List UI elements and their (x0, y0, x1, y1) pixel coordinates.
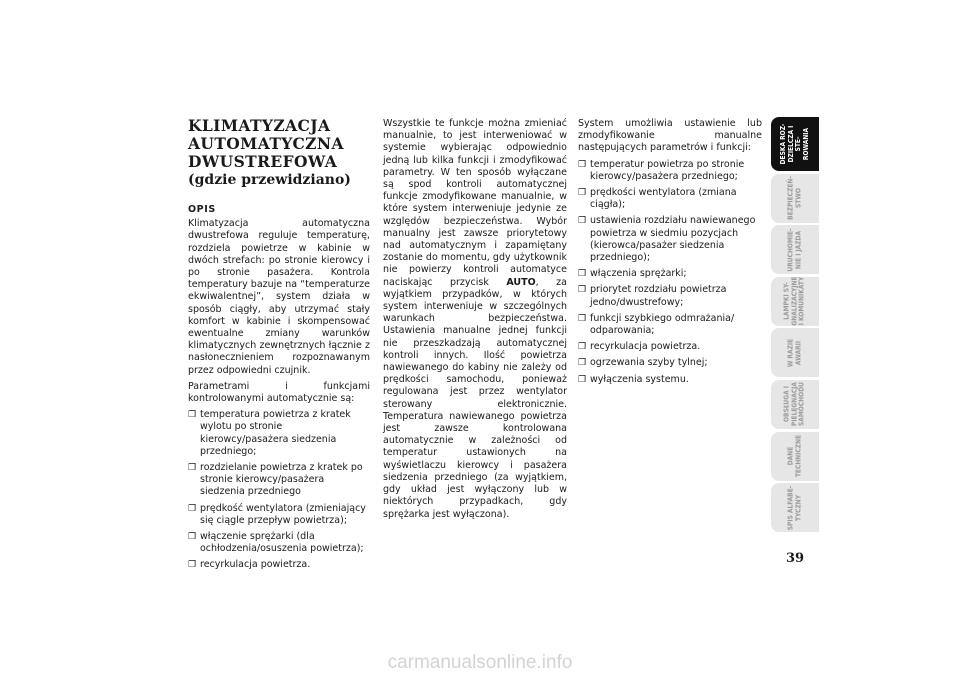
list-item-text: ogrzewania szyby tylnej; (590, 357, 708, 369)
chapter-tabs (771, 117, 819, 535)
column-middle (383, 118, 567, 525)
tab-label: LAMPKI SY- GNALIZACYJNE I KOMUNIKATY (782, 276, 806, 326)
checkbox-bullet-icon: ❒ (578, 269, 587, 280)
list-item-text: ustawienia rozdziału nawiewanego powietrza w siedmiu pozycjach (kierowca/pasażer siedzenia przedniego); (590, 215, 756, 264)
section-title-line: AUTOMATYCZNA (188, 134, 344, 153)
watermark: carmanualsonline.info (387, 652, 573, 673)
list-item (578, 374, 762, 386)
list-item-text: wyłączenia systemu. (590, 373, 689, 385)
tab-label: DANE TECHNICZNE (786, 434, 802, 478)
section-title-line: DWUSTREFOWA (188, 152, 338, 171)
list-item-text: recyrkulacja powietrza. (590, 341, 701, 353)
list-item (578, 268, 762, 280)
checkbox-bullet-icon: ❒ (188, 463, 197, 474)
paragraph-manual-intro: System umożliwia ustawienie lub zmodyfikowanie manualne następujących parametrów i funkcji: (578, 118, 762, 154)
checkbox-bullet-icon: ❒ (578, 374, 587, 385)
list-item-text: włączenie sprężarki (dla ochłodzenia/osuszenia powietrza); (200, 531, 364, 555)
paragraph-text: Wszystkie te funkcje można zmieniać manualnie, to jest interweniować w systemie wybierając odpowiednio jedną lub kilka funkcji i zmodyfikować parametry. W ten sposób wyłączane są spod kontroli automatycznej funkcje zmodyfikowane manualnie, w które system interweniuje jedynie ze względów bezpieczeństwa. Wybór manualny jest zawsze priorytetowy nad automatycznym i zapamiętany zostanie do momentu, gdy użytkownik nie powierzy kontroli automatyce naciskając przycisk (383, 118, 567, 288)
checkbox-bullet-icon: ❒ (578, 358, 587, 369)
checkbox-bullet-icon: ❒ (578, 285, 587, 296)
page-number: 39 (785, 551, 805, 566)
tab-label: URUCHOMIE- NIE I JAZDA (786, 228, 802, 272)
section-subtitle: (gdzie przewidziano) (188, 172, 351, 188)
checkbox-bullet-icon: ❒ (578, 216, 587, 227)
bullet-list-manual (578, 159, 762, 386)
list-item-text: rozdzielanie powietrza z kratek po stronie kierowcy/pasażera siedzenia przedniego (200, 462, 363, 498)
checkbox-bullet-icon: ❒ (578, 342, 587, 353)
list-item (578, 187, 762, 211)
tab-label: DESKA ROZ- DZIELCZA I STE- ROWANIA (778, 123, 810, 165)
tab-label: SPIS ALFABE- TYCZNY (786, 485, 802, 530)
list-item (578, 357, 762, 369)
tab-bezpieczenstwo[interactable] (771, 174, 819, 223)
tab-lampki[interactable] (771, 277, 819, 326)
tab-obsluga[interactable] (771, 380, 819, 429)
bullet-list-automatic (188, 409, 370, 571)
list-item (188, 462, 370, 499)
paragraph-manual-control (383, 118, 567, 521)
list-item (188, 559, 370, 571)
list-item (188, 409, 370, 458)
list-item (578, 313, 762, 337)
column-right (578, 118, 762, 390)
tab-spis-alfabetyczny[interactable] (771, 483, 819, 532)
tab-label: BEZPIECZEŃ- STWO (786, 176, 802, 220)
auto-keyword: AUTO (506, 276, 536, 288)
column-left (188, 117, 370, 576)
list-item-text: priorytet rozdziału powietrza jedno/dwustrefowy; (590, 284, 727, 308)
list-item (578, 341, 762, 353)
checkbox-bullet-icon: ❒ (578, 159, 587, 170)
list-item-text: temperatura powietrza z kratek wylotu po stronie kierowcy/pasażera siedzenia przedniego; (200, 409, 351, 457)
list-item-text: włączenia sprężarki; (590, 268, 687, 280)
list-item-text: temperatur powietrza po stronie kierowcy/pasażera przedniego; (590, 158, 745, 182)
tab-label: OBSŁUGA I PIELĘGNACJA SAMOCHODU (782, 382, 806, 427)
list-item (578, 159, 762, 183)
section-heading: OPIS (188, 204, 216, 215)
tab-label: W RAZIE AWARII (786, 338, 802, 368)
list-item (188, 503, 370, 527)
paragraph-text: , za wyjątkiem przypadków, w których system interweniuje w szczególnych warunkach bezpieczeństwa. Ustawienia manualne jednej funkcji nie przeszkadzają automatycznej kontroli innych. Ilość powietrza nawiewanego do kabiny nie zależy od prędkości samochodu, ponieważ regulowana jest przez wentylator sterowany elektronicznie. Temperatura nawiewanego powietrza jest zawsze kontrolowana automatycznie w zależności od temperatur ustawionych na wyświetlaczu kierowcy i pasażera siedzenia przedniego (za wyjątkiem, gdy układ jest wyłączony lub w niektórych przypadkach, gdy sprężarka jest wyłączona). (383, 276, 567, 520)
tab-awarie[interactable] (771, 328, 819, 377)
list-item-text: prędkość wentylatora (zmieniający się ciągle przepływ powietrza); (200, 502, 366, 526)
section-title-line: KLIMATYZACJA (188, 116, 331, 135)
paragraph-parameters-intro: Parametrami i funkcjami kontrolowanymi automatycznie są: (188, 380, 370, 405)
list-item-text: funkcji szybkiego odmrażania/ odparowania; (590, 312, 735, 337)
checkbox-bullet-icon: ❒ (188, 560, 197, 571)
list-item (578, 215, 762, 264)
list-item-text: recyrkulacja powietrza. (200, 559, 311, 571)
checkbox-bullet-icon: ❒ (188, 532, 197, 543)
checkbox-bullet-icon: ❒ (188, 503, 197, 514)
checkbox-bullet-icon: ❒ (578, 313, 587, 324)
tab-uruchomienie[interactable] (771, 225, 819, 274)
list-item (578, 284, 762, 308)
checkbox-bullet-icon: ❒ (578, 188, 587, 199)
list-item-text: prędkości wentylatora (zmiana ciągła); (590, 187, 737, 211)
tab-deska-rozdzielcza[interactable] (771, 117, 819, 171)
checkbox-bullet-icon: ❒ (188, 410, 197, 421)
paragraph-description: Klimatyzacja automatyczna dwustrefowa reguluje temperaturę, rozdziela powietrze w kabinie w dwóch strefach: po stronie kierowcy i po stronie pasażera. Kontrola temperatury bazuje na “temperaturze ekwiwalentnej”, system działa w sposób ciągły, aby utrzymać stały komfort w kabinie i skompensować ewentualne zmiany warunków klimatycznych zewnętrznych łącznie z nasłonecznieniem rozpoznawanym przez odpowiedni czujnik. (188, 218, 370, 376)
tab-dane-techniczne[interactable] (771, 432, 819, 481)
list-item (188, 531, 370, 555)
